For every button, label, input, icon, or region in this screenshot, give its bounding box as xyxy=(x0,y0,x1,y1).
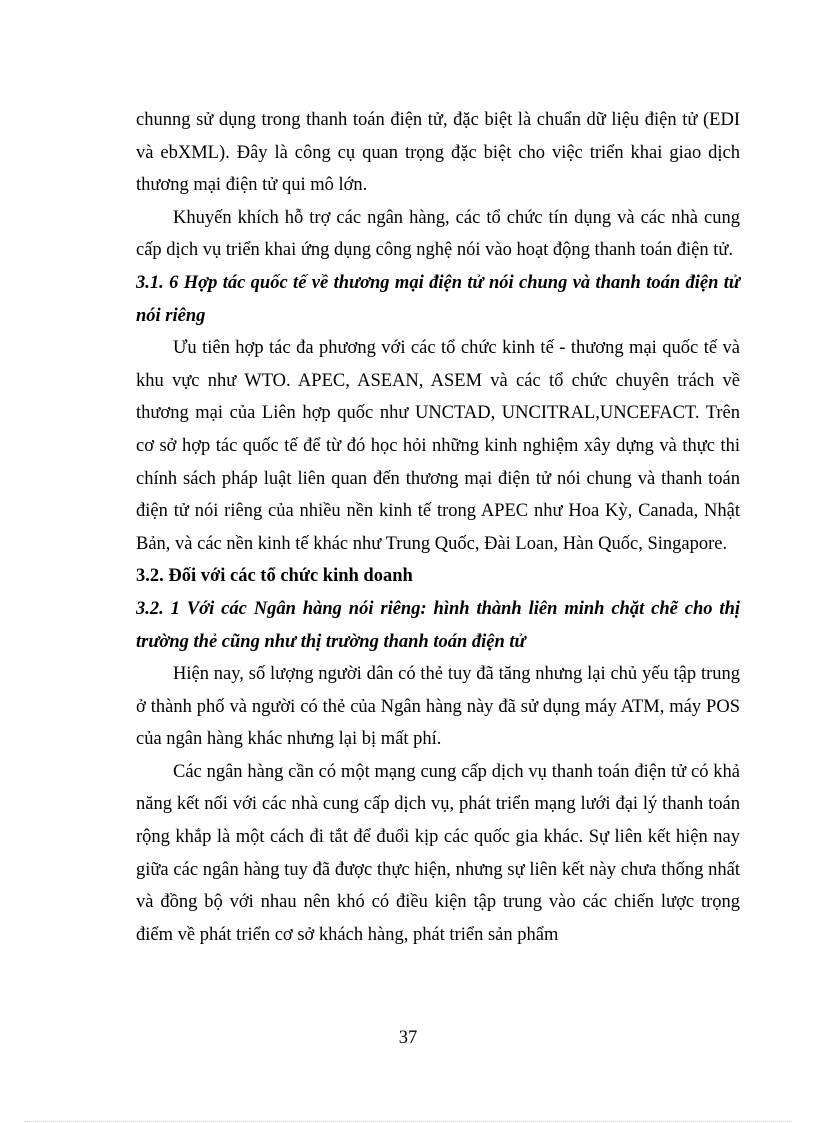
page-bottom-divider xyxy=(24,1121,792,1122)
paragraph-bank-network: Các ngân hàng cần có một mạng cung cấp dịch vụ thanh toán điện tử có khả năng kết nối với các nhà cung cấp dịch vụ, phát triển mạng lưới đại lý thanh toán rộng khắp là một cách đi tắt để đuổi kịp các quốc gia khác. Sự liên kết hiện nay giữa các ngân hàng tuy đã được thực hiện, nhưng sự liên kết này chưa thống nhất và đồng bộ với nhau nên khó có điều kiện tập trung vào các chiến lược trọng điểm về phát triển cơ sở khách hàng, phát triển sản phẩm xyxy=(136,761,740,945)
paragraph-card-holders: Hiện nay, số lượng người dân có thẻ tuy đã tăng nhưng lại chủ yếu tập trung ở thành phố và người có thẻ của Ngân hàng này đã sử dụng máy ATM, máy POS của ngân hàng khác nhưng lại bị mất phí. xyxy=(136,664,740,750)
page-number: 37 xyxy=(398,1028,418,1048)
paragraph-edi-standards: chunng sử dụng trong thanh toán điện tử, đặc biệt là chuẩn dữ liệu điện tử (EDI và ebXML). Đây là công cụ quan trọng đặc biệt cho việc triển khai giao dịch thương mại điện tử qui mô lớn. xyxy=(136,110,740,196)
section-heading-3-2-1: 3.2. 1 Với các Ngân hàng nói riêng: hình thành liên minh chặt chẽ cho thị trường thẻ cũng như thị trường thanh toán điện tử xyxy=(136,598,740,652)
page-body xyxy=(136,104,740,951)
section-heading-3-2: 3.2. Đối với các tổ chức kinh doanh xyxy=(136,566,413,587)
paragraph-international-cooperation: Ưu tiên hợp tác đa phương với các tổ chức kinh tế - thương mại quốc tế và khu vực như WTO. APEC, ASEAN, ASEM và các tổ chức chuyên trách về thương mại của Liên hợp quốc như UNCTAD, UNCITRAL,UNCEFACT. Trên cơ sở hợp tác quốc tế để từ đó học hỏi những kinh nghiệm xây dựng và thực thi chính sách pháp luật liên quan đến thương mại điện tử nói chung và thanh toán điện tử nói riêng của nhiều nền kinh tế trong APEC như Hoa Kỳ, Canada, Nhật Bản, và các nền kinh tế khác như Trung Quốc, Đài Loan, Hàn Quốc, Singapore. xyxy=(136,338,740,554)
section-heading-3-1-6: 3.1. 6 Hợp tác quốc tế về thương mại điện tử nói chung và thanh toán điện tử nói riêng xyxy=(136,272,740,326)
paragraph-bank-support: Khuyến khích hỗ trợ các ngân hàng, các tổ chức tín dụng và các nhà cung cấp dịch vụ triển khai ứng dụng công nghệ nói vào hoạt động thanh toán điện tử. xyxy=(136,207,740,261)
